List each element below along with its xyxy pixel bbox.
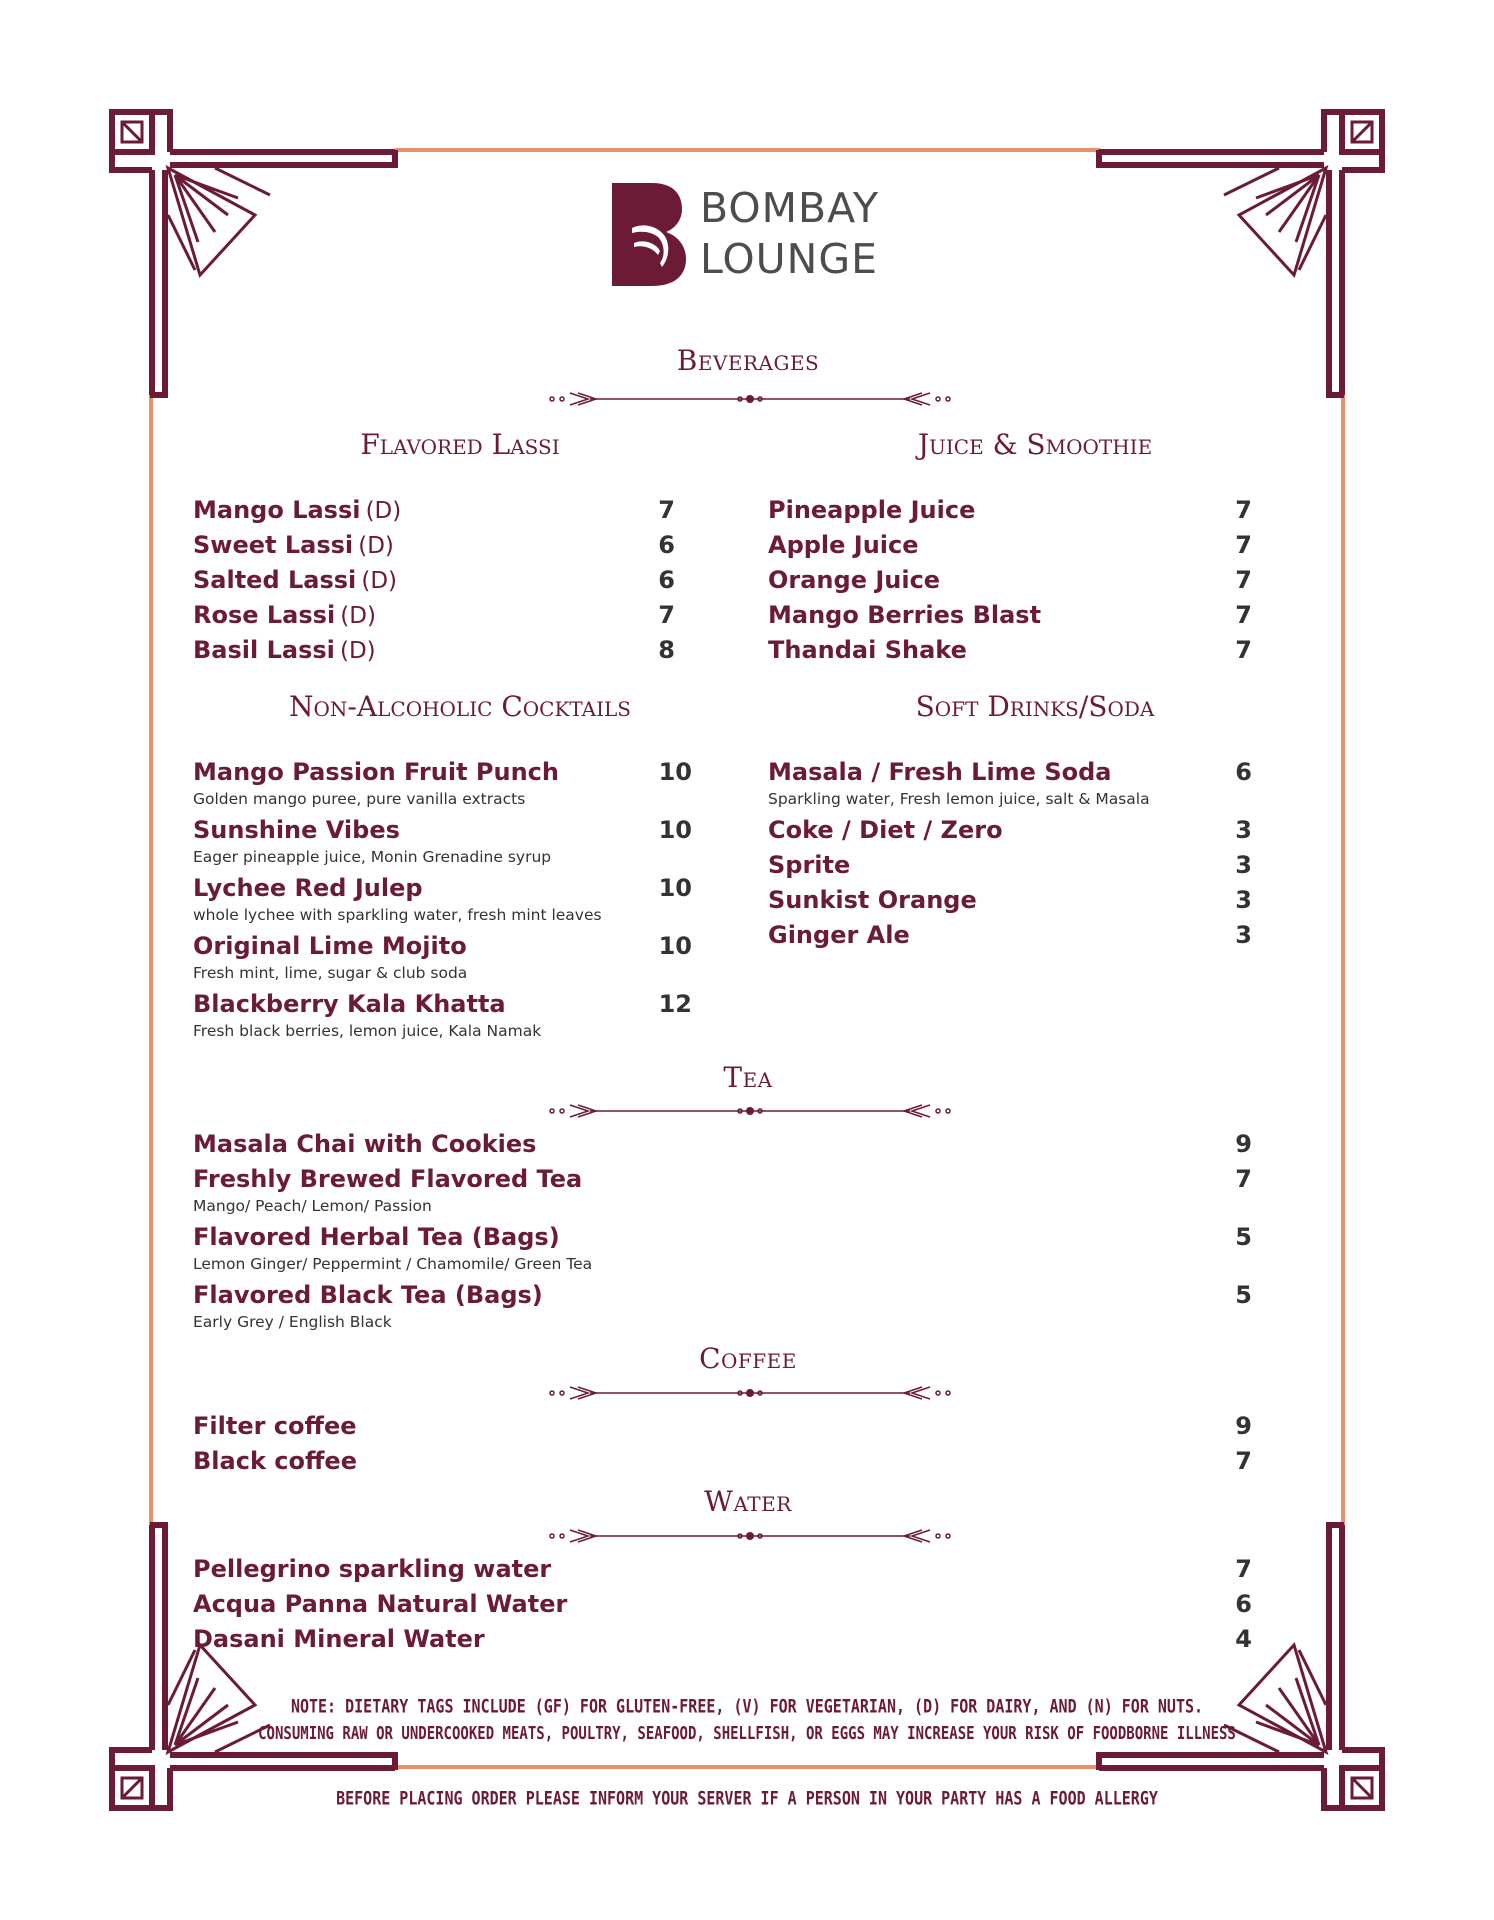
soda-title: Soft Drinks/Soda	[915, 690, 1155, 723]
dietary-note: NOTE: DIETARY TAGS INCLUDE (GF) FOR GLUTEN-FREE, (V) FOR VEGETARIAN, (D) FOR DAIRY, AND (N) FOR NUTS.	[290, 1694, 1204, 1718]
list-item: Dasani Mineral Water	[193, 1625, 485, 1653]
list-item: Basil Lassi (D)	[193, 636, 376, 664]
list-item: Flavored Black Tea (Bags) Early Grey / English Black	[193, 1281, 543, 1331]
price: 7	[1235, 601, 1252, 629]
coffee-title: Coffee	[699, 1342, 797, 1375]
allergy-note: BEFORE PLACING ORDER PLEASE INFORM YOUR SERVER IF A PERSON IN YOUR PARTY HAS A FOOD ALLERGY	[336, 1786, 1158, 1810]
list-item: Orange Juice	[768, 566, 941, 594]
price: 7	[1235, 1447, 1252, 1475]
list-item: Salted Lassi (D)	[193, 566, 398, 594]
list-item: Original Lime Mojito Fresh mint, lime, sugar & club soda	[193, 932, 468, 982]
list-item: Pellegrino sparkling water	[193, 1555, 552, 1583]
list-item: Masala / Fresh Lime Soda Sparkling water, Fresh lemon juice, salt & Masala	[768, 758, 1150, 808]
list-item: Freshly Brewed Flavored Tea Mango/ Peach/ Lemon/ Passion	[193, 1165, 583, 1215]
price: 10	[658, 874, 692, 902]
price: 3	[1235, 886, 1252, 914]
price: 5	[1235, 1223, 1252, 1251]
list-item: Black coffee	[193, 1447, 357, 1475]
price: 7	[1235, 636, 1252, 664]
list-item: Sprite	[768, 851, 851, 879]
list-item: Sunshine Vibes Eager pineapple juice, Monin Grenadine syrup	[193, 816, 552, 866]
price: 10	[658, 932, 692, 960]
brand-name	[700, 183, 879, 285]
water-title: Water	[704, 1485, 792, 1518]
list-item: Thandai Shake	[768, 636, 967, 664]
price: 7	[658, 601, 675, 629]
price: 3	[1235, 816, 1252, 844]
list-item: Blackberry Kala Khatta Fresh black berries, lemon juice, Kala Namak	[193, 990, 542, 1040]
list-item: Flavored Herbal Tea (Bags) Lemon Ginger/ Peppermint / Chamomile/ Green Tea	[193, 1223, 593, 1273]
price: 12	[658, 990, 692, 1018]
price: 6	[658, 566, 675, 594]
price: 5	[1235, 1281, 1252, 1309]
list-item: Apple Juice	[768, 531, 919, 559]
price: 9	[1235, 1130, 1252, 1158]
consumption-warning: CONSUMING RAW OR UNDERCOOKED MEATS, POULTRY, SEAFOOD, SHELLFISH, OR EGGS MAY INCREASE YOUR RISK OF FOODBORNE ILLNESS	[258, 1724, 1236, 1744]
divider-ornament	[540, 387, 960, 411]
brand-logo	[612, 183, 892, 288]
list-item: Rose Lassi (D)	[193, 601, 376, 629]
price: 7	[1235, 1165, 1252, 1193]
price: 7	[658, 496, 675, 524]
divider-ornament	[540, 1381, 960, 1405]
price: 6	[658, 531, 675, 559]
price: 10	[658, 816, 692, 844]
list-item: Coke / Diet / Zero	[768, 816, 1003, 844]
logo-b-icon	[612, 183, 686, 286]
brand-line-2: LOUNGE	[700, 235, 879, 283]
list-item: Sunkist Orange	[768, 886, 977, 914]
lassi-title: Flavored Lassi	[360, 428, 560, 461]
juice-title: Juice & Smoothie	[917, 428, 1153, 461]
cocktails-title: Non-Alcoholic Cocktails	[289, 690, 631, 723]
list-item: Ginger Ale	[768, 921, 910, 949]
price: 3	[1235, 851, 1252, 879]
price: 6	[1235, 758, 1252, 786]
price: 7	[1235, 531, 1252, 559]
list-item: Mango Berries Blast	[768, 601, 1042, 629]
price: 6	[1235, 1590, 1252, 1618]
list-item: Sweet Lassi (D)	[193, 531, 394, 559]
list-item: Pineapple Juice	[768, 496, 976, 524]
list-item: Mango Lassi (D)	[193, 496, 402, 524]
divider-ornament	[540, 1524, 960, 1548]
list-item: Masala Chai with Cookies	[193, 1130, 537, 1158]
price: 7	[1235, 496, 1252, 524]
list-item: Mango Passion Fruit Punch Golden mango puree, pure vanilla extracts	[193, 758, 559, 808]
price: 4	[1235, 1625, 1252, 1653]
divider-ornament	[540, 1099, 960, 1123]
price: 7	[1235, 566, 1252, 594]
price: 9	[1235, 1412, 1252, 1440]
price: 7	[1235, 1555, 1252, 1583]
brand-line-1: BOMBAY	[700, 184, 880, 232]
price: 10	[658, 758, 692, 786]
list-item: Filter coffee	[193, 1412, 357, 1440]
price: 8	[658, 636, 675, 664]
beverages-title: Beverages	[676, 344, 820, 377]
price: 3	[1235, 921, 1252, 949]
tea-title: Tea	[723, 1061, 773, 1094]
list-item: Acqua Panna Natural Water	[193, 1590, 568, 1618]
list-item: Lychee Red Julep whole lychee with sparkling water, fresh mint leaves	[193, 874, 602, 924]
